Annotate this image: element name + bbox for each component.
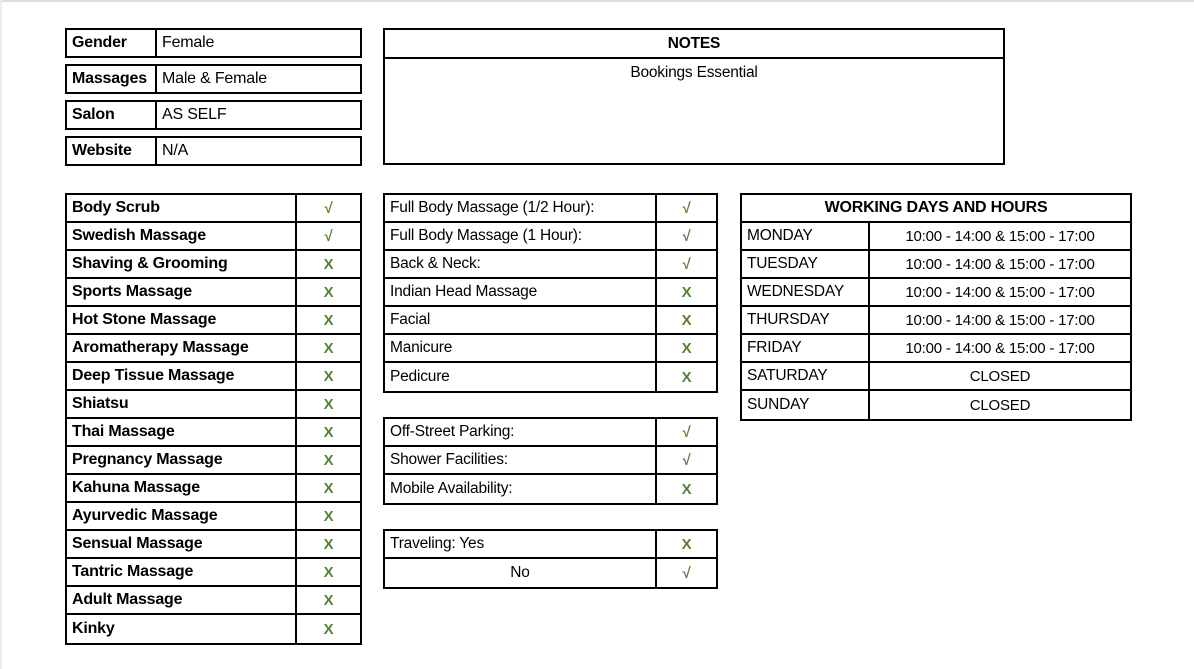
treatment-mark: X	[681, 339, 692, 357]
service-label: Pregnancy Massage	[67, 447, 297, 473]
treatment-label: Indian Head Massage	[385, 279, 657, 305]
info-value: AS SELF	[162, 106, 227, 123]
facility-mark: √	[682, 451, 691, 469]
service-mark: X	[323, 563, 334, 581]
service-label: Shiatsu	[67, 391, 297, 417]
facility-label: Mobile Availability:	[385, 475, 657, 503]
day-cell: SATURDAY	[742, 363, 870, 389]
treatment-row	[385, 195, 716, 223]
hours-row	[742, 223, 1130, 251]
service-row	[67, 251, 360, 279]
service-row	[67, 335, 360, 363]
facility-mark: X	[681, 480, 692, 498]
facility-mark: √	[682, 423, 691, 441]
notes-body: Bookings Essential	[630, 64, 758, 81]
service-mark: X	[323, 620, 334, 638]
treatment-row	[385, 223, 716, 251]
service-row	[67, 279, 360, 307]
service-label: Ayurvedic Massage	[67, 503, 297, 529]
service-mark: X	[323, 479, 334, 497]
service-row	[67, 391, 360, 419]
service-row	[67, 307, 360, 335]
service-mark: X	[323, 591, 334, 609]
day-cell: TUESDAY	[742, 251, 870, 277]
service-label: Aromatherapy Massage	[67, 335, 297, 361]
hours-cell: CLOSED	[969, 367, 1031, 385]
service-mark: X	[323, 395, 334, 413]
working-hours-title: WORKING DAYS AND HOURS	[742, 195, 1130, 223]
hours-cell: 10:00 - 14:00 & 15:00 - 17:00	[905, 255, 1095, 273]
treatment-label: Manicure	[385, 335, 657, 361]
treatment-mark: X	[681, 311, 692, 329]
facility-label: Off-Street Parking:	[385, 419, 657, 445]
hours-row	[742, 251, 1130, 279]
working-hours-table	[740, 193, 1132, 421]
service-label: Deep Tissue Massage	[67, 363, 297, 389]
hours-row	[742, 391, 1130, 419]
day-cell: WEDNESDAY	[742, 279, 870, 305]
info-value: Female	[162, 34, 215, 51]
treatment-row	[385, 335, 716, 363]
service-mark: √	[324, 227, 333, 245]
info-row-salon	[65, 100, 362, 130]
info-label: Gender	[67, 30, 157, 56]
treatment-label: Facial	[385, 307, 657, 333]
info-row-gender	[65, 28, 362, 58]
treatment-mark: √	[682, 199, 691, 217]
service-row	[67, 363, 360, 391]
hours-row	[742, 279, 1130, 307]
hours-cell: 10:00 - 14:00 & 15:00 - 17:00	[905, 227, 1095, 245]
treatments-table	[383, 193, 718, 393]
info-row-website	[65, 136, 362, 166]
service-row	[67, 559, 360, 587]
service-mark: X	[323, 507, 334, 525]
service-label: Sensual Massage	[67, 531, 297, 557]
service-row	[67, 223, 360, 251]
services-table	[65, 193, 362, 645]
info-value: Male & Female	[162, 70, 267, 87]
traveling-row	[385, 559, 716, 587]
treatment-mark: √	[682, 255, 691, 273]
day-cell: SUNDAY	[742, 391, 870, 419]
traveling-label: Traveling: Yes	[385, 531, 657, 557]
day-cell: THURSDAY	[742, 307, 870, 333]
service-mark: √	[324, 199, 333, 217]
service-label: Adult Massage	[67, 587, 297, 613]
service-mark: X	[323, 535, 334, 553]
service-row	[67, 531, 360, 559]
treatment-row	[385, 279, 716, 307]
facility-row	[385, 447, 716, 475]
treatment-mark: X	[681, 283, 692, 301]
service-label: Swedish Massage	[67, 223, 297, 249]
service-label: Shaving & Grooming	[67, 251, 297, 277]
hours-cell: 10:00 - 14:00 & 15:00 - 17:00	[905, 339, 1095, 357]
service-mark: X	[323, 367, 334, 385]
hours-cell: 10:00 - 14:00 & 15:00 - 17:00	[905, 311, 1095, 329]
treatment-label: Pedicure	[385, 363, 657, 391]
service-label: Sports Massage	[67, 279, 297, 305]
treatment-label: Full Body Massage (1/2 Hour):	[385, 195, 657, 221]
day-cell: FRIDAY	[742, 335, 870, 361]
hours-cell: CLOSED	[969, 396, 1031, 414]
info-label: Massages	[67, 66, 157, 92]
treatment-label: Full Body Massage (1 Hour):	[385, 223, 657, 249]
traveling-table	[383, 529, 718, 589]
service-row	[67, 475, 360, 503]
facilities-table	[383, 417, 718, 505]
service-label: Thai Massage	[67, 419, 297, 445]
traveling-mark: X	[681, 535, 692, 553]
service-row	[67, 615, 360, 643]
service-row	[67, 447, 360, 475]
info-label: Salon	[67, 102, 157, 128]
service-row	[67, 419, 360, 447]
hours-row	[742, 335, 1130, 363]
service-label: Body Scrub	[67, 195, 297, 221]
treatment-label: Back & Neck:	[385, 251, 657, 277]
treatment-row	[385, 363, 716, 391]
info-label: Website	[67, 138, 157, 164]
info-row-massages	[65, 64, 362, 94]
treatment-mark: √	[682, 227, 691, 245]
treatment-row	[385, 307, 716, 335]
facility-row	[385, 475, 716, 503]
treatment-mark: X	[681, 368, 692, 386]
facility-label: Shower Facilities:	[385, 447, 657, 473]
notes-title: NOTES	[385, 30, 1003, 59]
service-mark: X	[323, 451, 334, 469]
service-label: Tantric Massage	[67, 559, 297, 585]
service-mark: X	[323, 283, 334, 301]
service-row	[67, 587, 360, 615]
service-mark: X	[323, 339, 334, 357]
service-row	[67, 195, 360, 223]
service-label: Hot Stone Massage	[67, 307, 297, 333]
service-label: Kahuna Massage	[67, 475, 297, 501]
traveling-row	[385, 531, 716, 559]
traveling-mark: √	[682, 564, 691, 582]
service-mark: X	[323, 311, 334, 329]
traveling-label: No	[385, 559, 657, 587]
service-mark: X	[323, 423, 334, 441]
page-edge-left	[0, 0, 2, 669]
service-mark: X	[323, 255, 334, 273]
hours-row	[742, 307, 1130, 335]
notes-box	[383, 28, 1005, 165]
hours-row	[742, 363, 1130, 391]
facility-row	[385, 419, 716, 447]
info-value: N/A	[162, 142, 189, 159]
treatment-row	[385, 251, 716, 279]
day-cell: MONDAY	[742, 223, 870, 249]
service-row	[67, 503, 360, 531]
page-edge-top	[0, 0, 1194, 2]
service-label: Kinky	[67, 615, 297, 643]
hours-cell: 10:00 - 14:00 & 15:00 - 17:00	[905, 283, 1095, 301]
